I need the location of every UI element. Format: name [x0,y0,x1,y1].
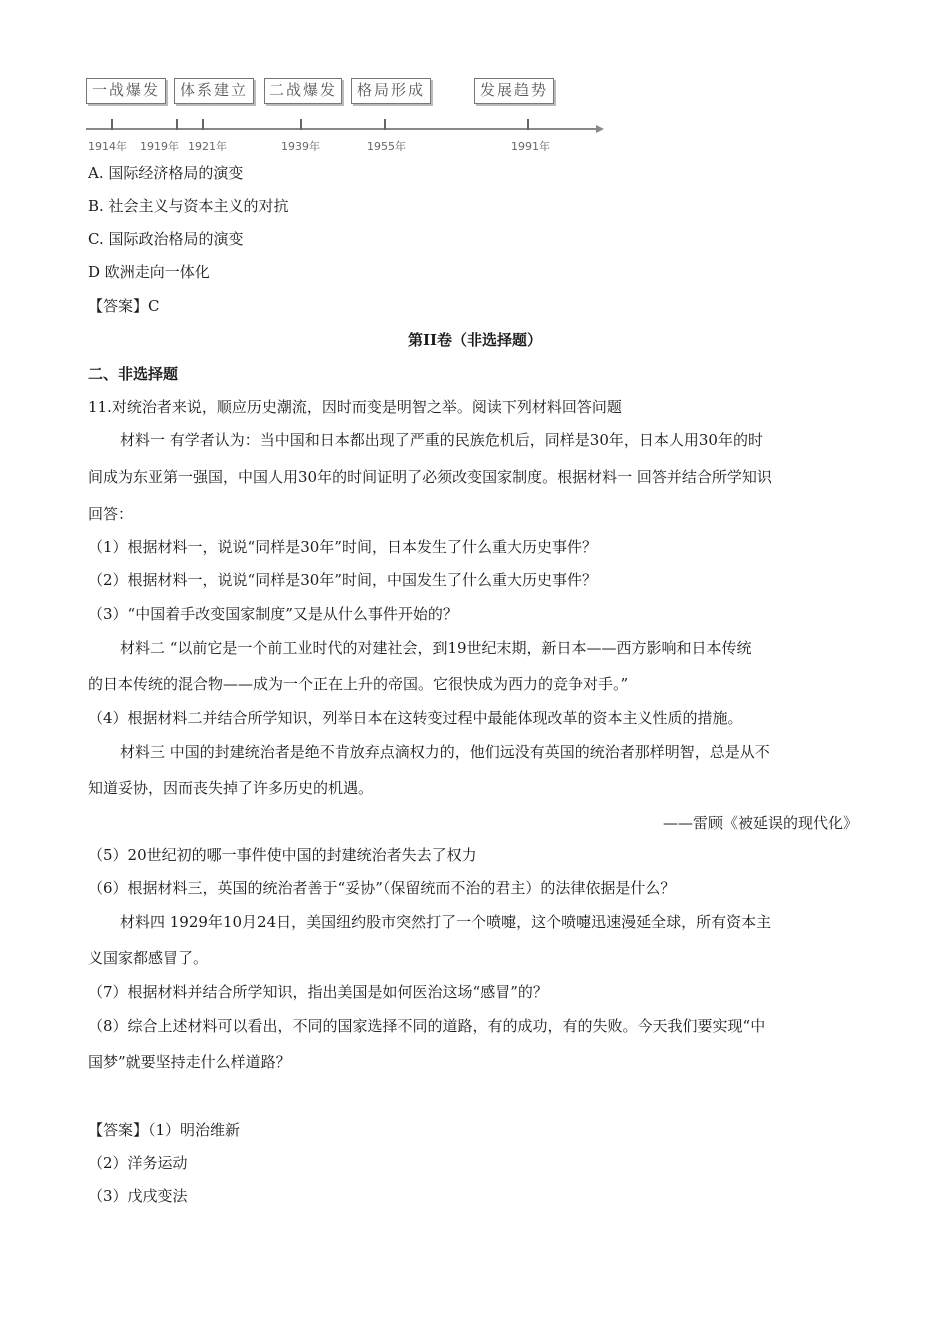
option-b: B. 社会主义与资本主义的对抗 [88,197,289,215]
timeline-year: 1955年 [367,140,406,153]
sub-question-3: （3）“中国着手改变国家制度”又是从什么事件开始的？ [88,605,458,623]
option-c: C. 国际政治格局的演变 [88,230,244,248]
timeline-box-3: 二战爆发 [264,78,342,104]
timeline-tick [111,119,113,130]
timeline-year: 1914年 [88,140,127,153]
timeline-box-1: 一战爆发 [86,78,166,104]
sub-question-2: （2）根据材料一，说说“同样是30年”时间，中国发生了什么重大历史事件？ [88,571,597,589]
sub-question-1: （1）根据材料一，说说“同样是30年”时间，日本发生了什么重大历史事件？ [88,538,597,556]
timeline-year: 1921年 [188,140,227,153]
timeline-tick [384,119,386,130]
timeline-tick [300,119,302,130]
timeline-box-5: 发展趋势 [474,78,554,104]
material2-line2: 的日本传统的混合物——成为一个正在上升的帝国。它很快成为西力的竞争对手。” [88,675,629,693]
answer-2: （2）洋务运动 [88,1154,188,1172]
material1-line1: 材料一 有学者认为：当中国和日本都出现了严重的民族危机后，同样是30年，日本人用30年的时 [120,431,763,449]
sub-question-8-line2: 国梦”就要坚持走什么样道路？ [88,1053,291,1071]
timeline-box-4: 格局形成 [351,78,431,104]
section-title: 第II卷（非选择题） [407,331,543,349]
part-heading: 二、非选择题 [88,365,179,383]
timeline-arrow-icon [596,125,604,133]
answer-3: （3）戊戌变法 [88,1187,188,1205]
material2-line1: 材料二 “以前它是一个前工业时代的对建社会，到19世纪末期，新日本——西方影响和日本传统 [120,639,752,657]
material3-line2: 知道妥协，因而丧失掉了许多历史的机遇。 [88,779,374,797]
sub-question-8-line1: （8）综合上述材料可以看出，不同的国家选择不同的道路，有的成功，有的失败。今天我们要实现“中 [88,1017,766,1035]
material1-line3: 回答： [88,505,134,523]
option-a: A. 国际经济格局的演变 [88,164,244,182]
sub-question-5: （5）20世纪初的哪一事件使中国的封建统治者失去了权力 [88,846,477,864]
material4-line1: 材料四 1929年10月24日，美国纽约股市突然打了一个喷嚏，这个喷嚏迅速漫延全球，所有资本主 [120,913,772,931]
timeline-year: 1991年 [511,140,550,153]
answer-1: 【答案】（1）明治维新 [88,1121,241,1139]
material3-line1: 材料三 中国的封建统治者是绝不肯放弃点滴权力的，他们远没有英国的统治者那样明智，总是从不 [120,743,770,761]
timeline-tick [176,119,178,130]
option-d: D 欧洲走向一体化 [88,263,210,281]
sub-question-4: （4）根据材料二并结合所学知识，列举日本在这转变过程中最能体现改革的资本主义性质的措施。 [88,709,743,727]
timeline-year: 1939年 [281,140,320,153]
question-stem: 11.对统治者来说，顺应历史潮流，因时而变是明智之举。阅读下列材料回答问题 [88,398,622,416]
timeline-year: 1919年 [140,140,179,153]
sub-question-7: （7）根据材料并结合所学知识，指出美国是如何医治这场“感冒”的？ [88,983,548,1001]
timeline-tick [527,119,529,130]
timeline-axis [86,128,598,130]
timeline-figure [86,72,606,154]
timeline-tick [202,119,204,130]
answer-label: 【答案】C [88,297,160,315]
material3-source: ——雷顾《被延误的现代化》 [662,814,858,832]
sub-question-6: （6）根据材料三，英国的统治者善于“妥协”（保留统而不治的君主）的法律依据是什么？ [88,879,676,897]
material1-line2: 间成为东亚第一强国，中国人用30年的时间证明了必须改变国家制度。根据材料一 回答并结合所学知识 [88,468,772,486]
material4-line2: 义国家都感冒了。 [88,949,209,967]
timeline-box-2: 体系建立 [174,78,254,104]
